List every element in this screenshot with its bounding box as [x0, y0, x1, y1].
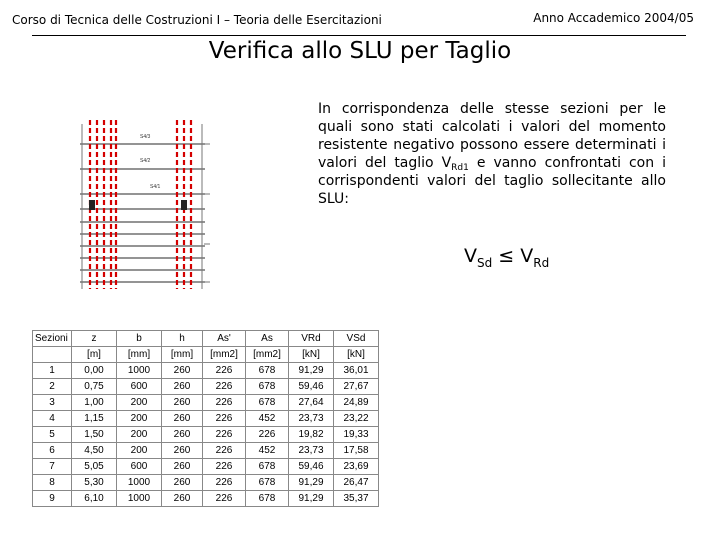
table-cell: 1000	[117, 475, 162, 491]
unit-cell: [m]	[72, 347, 117, 363]
table-cell: 8	[33, 475, 72, 491]
horizontal-rebars	[80, 144, 205, 282]
table-cell: 678	[246, 379, 289, 395]
table-cell: 226	[246, 427, 289, 443]
unit-cell	[33, 347, 72, 363]
table-cell: 1000	[117, 363, 162, 379]
unit-cell: [mm2]	[203, 347, 246, 363]
drawing-label-1: S4/3	[140, 134, 151, 140]
table-cell: 23,69	[334, 459, 379, 475]
table-cell: 27,64	[289, 395, 334, 411]
table-cell: 226	[203, 379, 246, 395]
table-cell: 600	[117, 379, 162, 395]
unit-cell: [kN]	[289, 347, 334, 363]
formula-rhs: V	[520, 245, 534, 267]
col-header-b: b	[117, 331, 162, 347]
col-header-h: h	[162, 331, 203, 347]
table-cell: 226	[203, 411, 246, 427]
table-cell: 24,89	[334, 395, 379, 411]
table-cell: 226	[203, 427, 246, 443]
col-header-as-prime: As'	[203, 331, 246, 347]
table-cell: 260	[162, 363, 203, 379]
table-cell: 260	[162, 395, 203, 411]
table-cell: 226	[203, 491, 246, 507]
paragraph-text-after: e vanno confrontati con i corrispondenti valori del taglio sollecitante allo SLU:	[318, 155, 666, 207]
formula-lhs-sub: Sd	[477, 256, 493, 270]
table-cell: 59,46	[289, 379, 334, 395]
table-cell: 5,05	[72, 459, 117, 475]
table-row	[33, 443, 379, 459]
table-cell: 226	[203, 395, 246, 411]
table-cell: 678	[246, 491, 289, 507]
col-header-sezioni: Sezioni	[33, 331, 72, 347]
table-row	[33, 363, 379, 379]
shear-check-formula	[464, 245, 550, 270]
table-row	[33, 475, 379, 491]
unit-cell: [mm]	[117, 347, 162, 363]
table-cell: 23,73	[289, 411, 334, 427]
table-row	[33, 411, 379, 427]
table-cell: 9	[33, 491, 72, 507]
formula-rhs-sub: Rd	[533, 256, 550, 270]
table-cell: 26,47	[334, 475, 379, 491]
table-cell: 2	[33, 379, 72, 395]
table-cell: 200	[117, 411, 162, 427]
shear-verification-table	[32, 330, 379, 507]
dimension-marks	[204, 144, 210, 282]
table-cell: 4,50	[72, 443, 117, 459]
table-cell: 23,73	[289, 443, 334, 459]
table-row	[33, 427, 379, 443]
unit-cell: [kN]	[334, 347, 379, 363]
table-header-row	[33, 331, 379, 347]
col-header-vrd: VRd	[289, 331, 334, 347]
page-title: Verifica allo SLU per Taglio	[208, 38, 512, 64]
table-cell: 226	[203, 459, 246, 475]
table-cell: 0,75	[72, 379, 117, 395]
table-cell: 6,10	[72, 491, 117, 507]
table-cell: 1,50	[72, 427, 117, 443]
red-stirrups	[90, 120, 191, 289]
table-cell: 0,00	[72, 363, 117, 379]
description-paragraph	[318, 100, 666, 208]
table-cell: 226	[203, 475, 246, 491]
table-cell: 91,29	[289, 491, 334, 507]
table-cell: 1	[33, 363, 72, 379]
formula-operator: ≤	[498, 245, 515, 267]
table-cell: 452	[246, 443, 289, 459]
table-cell: 260	[162, 475, 203, 491]
table-cell: 260	[162, 411, 203, 427]
table-cell: 678	[246, 475, 289, 491]
table-cell: 260	[162, 427, 203, 443]
table-row	[33, 395, 379, 411]
table-cell: 1000	[117, 491, 162, 507]
table-cell: 226	[203, 363, 246, 379]
table-cell: 91,29	[289, 363, 334, 379]
table-cell: 260	[162, 379, 203, 395]
table-cell: 678	[246, 363, 289, 379]
col-header-z: z	[72, 331, 117, 347]
table-cell: 3	[33, 395, 72, 411]
header-divider	[32, 35, 686, 36]
table-cell: 1,15	[72, 411, 117, 427]
table-cell: 600	[117, 459, 162, 475]
table-row	[33, 379, 379, 395]
table-cell: 678	[246, 459, 289, 475]
table-cell: 260	[162, 491, 203, 507]
paragraph-subscript: Rd1	[451, 163, 469, 173]
table-cell: 23,22	[334, 411, 379, 427]
table-body	[33, 363, 379, 507]
table-cell: 4	[33, 411, 72, 427]
table-cell: 452	[246, 411, 289, 427]
table-cell: 260	[162, 443, 203, 459]
drawing-label-2: S4/2	[140, 158, 151, 164]
table-cell: 35,37	[334, 491, 379, 507]
table-cell: 200	[117, 443, 162, 459]
table-cell: 7	[33, 459, 72, 475]
table-cell: 19,82	[289, 427, 334, 443]
table-cell: 36,01	[334, 363, 379, 379]
table-cell: 91,29	[289, 475, 334, 491]
table-cell: 17,58	[334, 443, 379, 459]
drawing-label-3: S4/1	[150, 184, 161, 190]
unit-cell: [mm]	[162, 347, 203, 363]
table-cell: 5	[33, 427, 72, 443]
table-cell: 260	[162, 459, 203, 475]
table-cell: 200	[117, 427, 162, 443]
table-cell: 1,00	[72, 395, 117, 411]
table-cell: 27,67	[334, 379, 379, 395]
col-header-as: As	[246, 331, 289, 347]
table-cell: 226	[203, 443, 246, 459]
table-cell: 5,30	[72, 475, 117, 491]
table-cell: 678	[246, 395, 289, 411]
col-header-vsd: VSd	[334, 331, 379, 347]
table-cell: 6	[33, 443, 72, 459]
table-units-row	[33, 347, 379, 363]
course-header: Corso di Tecnica delle Costruzioni I – Teoria delle Esercitazioni	[12, 13, 382, 27]
academic-year: Anno Accademico 2004/05	[533, 11, 694, 25]
table-cell: 59,46	[289, 459, 334, 475]
reinforcement-drawing	[60, 114, 220, 296]
formula-lhs: V	[464, 245, 477, 267]
paragraph-text-before: In corrispondenza delle stesse sezioni per le quali sono stati calcolati i valori del momento resistente negativo possono essere determinati i valori del taglio V	[318, 101, 666, 171]
unit-cell: [mm2]	[246, 347, 289, 363]
table-cell: 19,33	[334, 427, 379, 443]
table-row	[33, 459, 379, 475]
table-row	[33, 491, 379, 507]
table-cell: 200	[117, 395, 162, 411]
